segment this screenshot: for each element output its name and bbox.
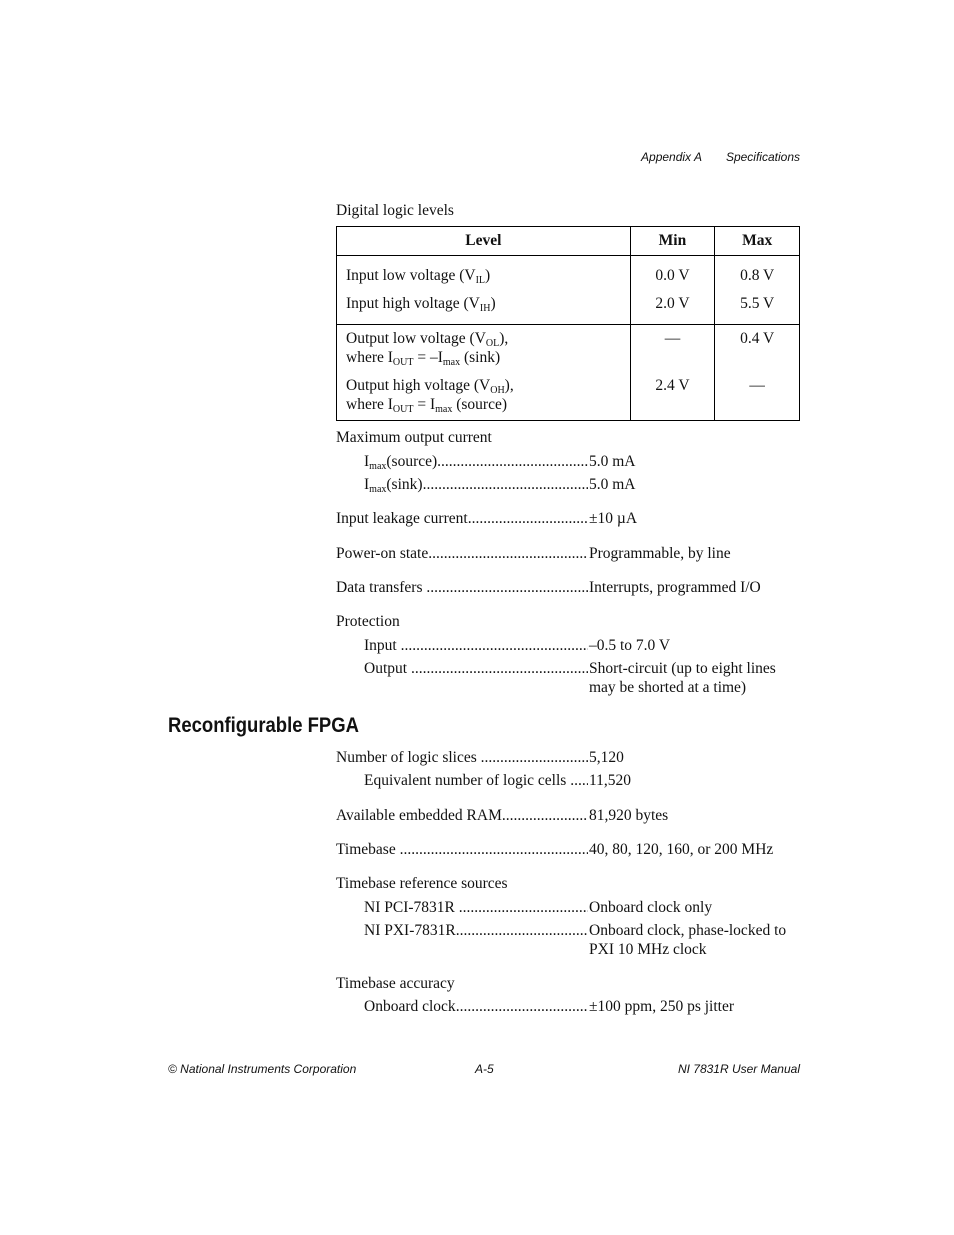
table-row: [337, 256, 800, 325]
col-level: Level: [337, 227, 631, 256]
spec-value: –0.5 to 7.0 V: [589, 637, 671, 654]
spec-value: Programmable, by line: [589, 545, 731, 562]
output-min-cell: [630, 325, 715, 421]
input-min-cell: [630, 256, 715, 325]
vil-max: 0.8 V: [740, 267, 775, 284]
spec-label: Available embedded RAM .....: [336, 806, 588, 825]
spec-label: NI PXI-7831R .....: [364, 921, 588, 940]
spec-heading: Protection: [336, 613, 400, 630]
col-max: Max: [715, 227, 800, 256]
table-row: [337, 325, 800, 421]
table-title: Digital logic levels: [336, 202, 454, 219]
vih-max: 5.5 V: [740, 295, 775, 312]
page-number: A-5: [475, 1062, 494, 1076]
spec-label: Timebase .....: [336, 840, 588, 859]
spec-label: Number of logic slices .....: [336, 748, 588, 767]
vol-label: Output low voltage $(V_{OL})$,: [346, 330, 509, 349]
spec-value: Onboard clock only: [589, 899, 713, 916]
vol-condition: where $I_{OUT} = -I_{max}$ (sink): [346, 349, 501, 368]
input-levels-cell: [337, 256, 631, 325]
vih-label: Input high voltage $(V_{IH})$: [346, 295, 496, 314]
digital-logic-table: [336, 226, 800, 421]
spec-value: 11,520: [589, 772, 632, 789]
footer-manual-title: NI 7831R User Manual: [677, 1062, 800, 1076]
spec-value: 81,920 bytes: [589, 807, 669, 824]
voh-min: 2.4 V: [655, 377, 690, 394]
col-min: Min: [630, 227, 715, 256]
output-max-cell: [715, 325, 800, 421]
spec-value: 5.0 mA: [589, 476, 636, 493]
spec-label: Power-on state .....: [336, 544, 588, 563]
spec-heading: Maximum output current: [336, 429, 492, 446]
spec-value: 5.0 mA: [589, 453, 636, 470]
spec-value: Onboard clock, phase-locked to PXI 10 MHz clock: [589, 922, 787, 958]
spec-label: Input .....: [364, 636, 588, 655]
spec-value: ±10 µA: [589, 510, 638, 527]
footer-copyright: © National Instruments Corporation: [168, 1062, 357, 1076]
voh-max: —: [749, 377, 765, 394]
spec-value: Interrupts, programmed I/O: [589, 579, 761, 596]
section-heading: Reconfigurable FPGA: [168, 714, 359, 737]
spec-label: Equivalent number of logic cells .....: [364, 771, 588, 790]
vol-min: —: [664, 330, 681, 347]
table-header-row: [337, 227, 800, 256]
spec-heading: Timebase reference sources: [336, 875, 508, 892]
spec-value: 5,120: [589, 749, 624, 766]
spec-value: ±100 ppm, 250 ps jitter: [589, 998, 734, 1015]
spec-value: 40, 80, 120, 160, or 200 MHz: [589, 841, 774, 858]
spec-label: $I_{max}$ (source) .....: [364, 452, 588, 471]
spec-label: Output .....: [364, 659, 588, 678]
vih-min: 2.0 V: [655, 295, 690, 312]
spec-label: Data transfers .....: [336, 578, 588, 597]
spec-label: Input leakage current .....: [336, 509, 588, 528]
vol-max: 0.4 V: [740, 330, 775, 347]
input-max-cell: [715, 256, 800, 325]
spec-label: $I_{max}$ (sink) .....: [364, 475, 588, 494]
voh-label: Output high voltage $(V_{OH})$,: [346, 377, 514, 396]
spec-label: NI PCI-7831R .....: [364, 898, 588, 917]
running-header: [641, 150, 800, 164]
vil-label: Input low voltage $(V_{IL})$: [346, 267, 491, 286]
header-section: Specifications: [725, 150, 800, 164]
spec-label: Onboard clock .....: [364, 997, 588, 1016]
spec-value: Short-circuit (up to eight lines may be shorted at a time): [589, 660, 776, 696]
output-levels-cell: [337, 325, 631, 421]
voh-condition: where $I_{OUT} = I_{max}$ (source): [346, 396, 507, 415]
vil-min: 0.0 V: [655, 267, 690, 284]
header-appendix: Appendix A: [641, 150, 702, 164]
spec-heading: Timebase accuracy: [336, 975, 455, 992]
